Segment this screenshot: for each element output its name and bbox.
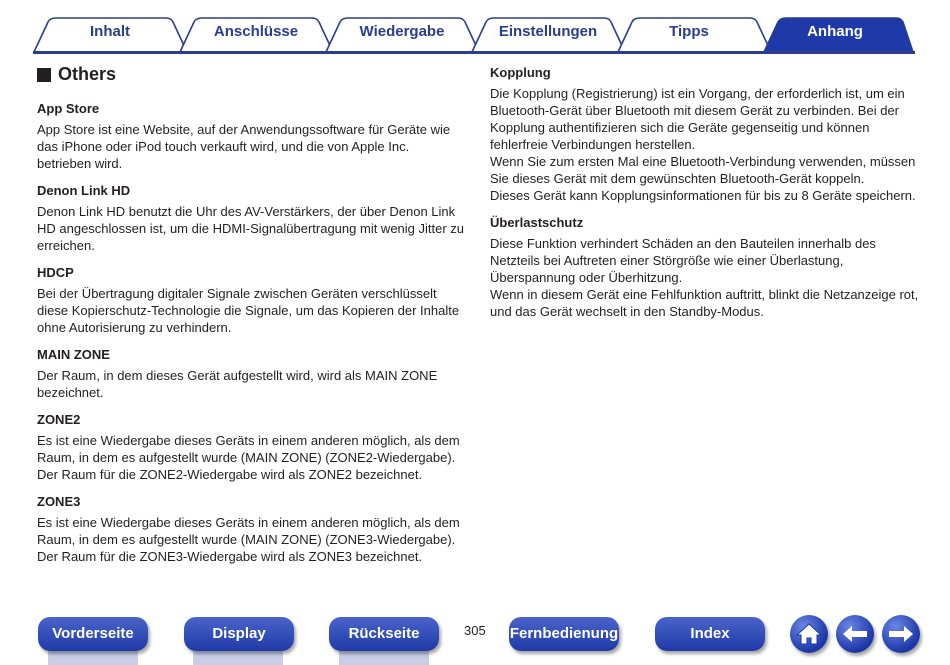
term-heading: ZONE2 — [37, 412, 81, 427]
tab-anhang[interactable]: Anhang — [807, 23, 863, 40]
back-button[interactable] — [836, 615, 874, 653]
tab-bar — [0, 0, 950, 56]
page-number: 305 — [464, 623, 486, 638]
front-panel-button[interactable]: Vorderseite — [38, 617, 148, 651]
term-heading: MAIN ZONE — [37, 347, 110, 362]
left-column — [37, 100, 467, 565]
rear-panel-button[interactable]: Rückseite — [329, 617, 439, 651]
nav-shadow — [48, 651, 138, 665]
remote-control-button[interactable]: Fernbedienung — [509, 617, 619, 651]
right-column — [490, 64, 920, 320]
nav-shadow — [193, 651, 283, 665]
display-button[interactable]: Display — [184, 617, 294, 651]
term-description: Es ist eine Wiedergabe dieses Geräts in einem anderen möglich, als dem Raum, in dem es aufgestellt wurde (MAIN ZONE) (ZONE2-Wiedergabe). Der Raum für die ZONE2-Wiedergabe wird als ZONE2 bezeichnet. — [37, 433, 460, 482]
term-heading: Überlastschutz — [490, 215, 584, 230]
term-heading: ZONE3 — [37, 494, 81, 509]
arrow-left-icon — [841, 624, 869, 644]
tab-tipps[interactable]: Tipps — [669, 23, 709, 40]
arrow-right-icon — [887, 624, 915, 644]
term-description: Denon Link HD benutzt die Uhr des AV-Verstärkers, der über Denon Link HD angeschlossen ist, um die HDMI-Signalübertragung mit wenig Jitter zu erreichen. — [37, 204, 465, 253]
section-title — [37, 64, 116, 85]
term-heading: HDCP — [37, 265, 74, 280]
term-description: Es ist eine Wiedergabe dieses Geräts in einem anderen möglich, als dem Raum, in dem es aufgestellt wurde (MAIN ZONE) (ZONE3-Wiedergabe). Der Raum für die ZONE3-Wiedergabe wird als ZONE3 bezeichnet. — [37, 515, 460, 564]
home-icon — [796, 622, 822, 646]
term-description: Diese Funktion verhindert Schäden an den Bauteilen innerhalb des Netzteils bei Auftreten einer Störgröße wie einer Überlastung, Überspannung oder Überhitzung. Wenn in diesem Gerät eine Fehlfunktion auftritt, blinkt die Netzanzeige rot, und das Gerät wechselt in den Standby-Modus. — [490, 236, 919, 319]
home-button[interactable] — [790, 615, 828, 653]
term-heading: Kopplung — [490, 65, 551, 80]
square-bullet-icon — [37, 68, 51, 82]
tab-anschluesse[interactable]: Anschlüsse — [213, 23, 299, 40]
tab-inhalt[interactable]: Inhalt — [90, 23, 130, 40]
index-button[interactable]: Index — [655, 617, 765, 651]
tab-wiedergabe[interactable]: Wiedergabe — [359, 23, 445, 40]
term-description: App Store ist eine Website, auf der Anwendungssoftware für Geräte wie das iPhone oder iPod touch verkauft wird, und die von Apple Inc. betrieben wird. — [37, 122, 451, 171]
term-description: Die Kopplung (Registrierung) ist ein Vorgang, der erforderlich ist, um ein Bluetooth-Gerät über Bluetooth mit diesem Gerät zu verbinden. Bei der Kopplung authentifizieren sich die Geräte gegenseitig und können fehlerfreie Verbindungen herstellen. Wenn Sie zum ersten Mal eine Bluetooth-Verbindung verwenden, müssen Sie dieses Gerät mit dem gewünschten Bluetooth-Gerät koppeln. Dieses Gerät kann Kopplungsinformationen für bis zu 8 Geräte speichern. — [490, 86, 916, 203]
forward-button[interactable] — [882, 615, 920, 653]
term-description: Der Raum, in dem dieses Gerät aufgestellt wird, wird als MAIN ZONE bezeichnet. — [37, 368, 438, 400]
term-heading: Denon Link HD — [37, 183, 131, 198]
tab-einstellungen[interactable]: Einstellungen — [498, 23, 598, 40]
term-heading: App Store — [37, 101, 100, 116]
nav-shadow — [339, 651, 429, 665]
term-description: Bei der Übertragung digitaler Signale zwischen Geräten verschlüsselt diese Kopierschutz-Technologie die Signale, um das Kopieren der Inhalte ohne Autorisierung zu verhindern. — [37, 286, 460, 335]
section-title-text: Others — [58, 64, 117, 84]
